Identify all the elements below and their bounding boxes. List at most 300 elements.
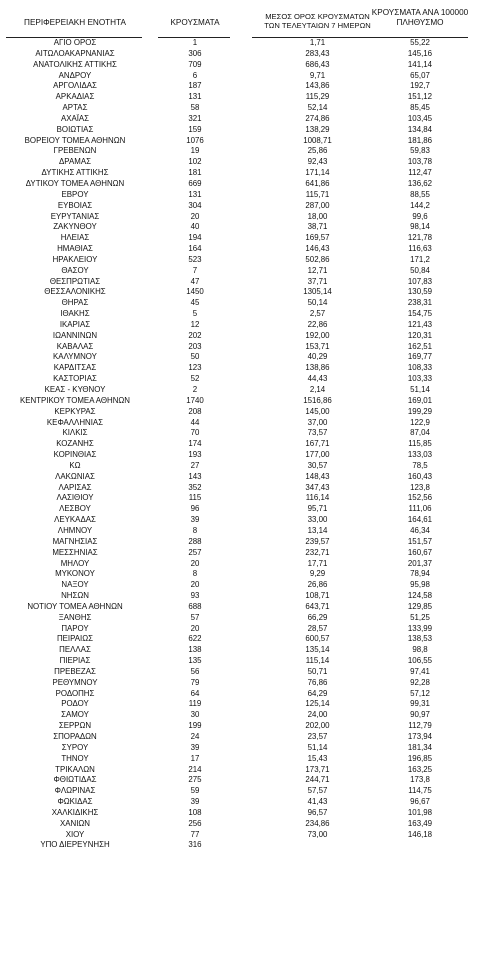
region-cell: ΕΥΒΟΙΑΣ: [57, 200, 93, 210]
cases-cell: 164: [188, 244, 202, 254]
table-row: [0, 49, 481, 60]
region-cell: ΠΡΕΒΕΖΑΣ: [54, 666, 96, 676]
seven-day-average-cell: 287,00: [305, 200, 330, 210]
cases-per-100000-cell: 133,99: [407, 623, 433, 633]
table-row: [0, 428, 481, 439]
region-cell: ΥΠΟ ΔΙΕΡΕΥΝΗΣΗ: [40, 840, 110, 850]
cases-cell: 288: [188, 536, 202, 546]
seven-day-average-cell: 232,71: [305, 547, 330, 557]
table-row: [0, 786, 481, 797]
cases-cell: 256: [188, 818, 202, 828]
region-cell: ΙΩΑΝΝΙΝΩΝ: [52, 330, 98, 340]
region-cell: ΖΑΚΥΝΘΟΥ: [53, 222, 97, 232]
cases-per-100000-cell: 114,75: [408, 786, 432, 796]
cases-cell: 57: [190, 612, 200, 622]
header-seven-day-average-line2: ΤΩΝ ΤΕΛΕΥΤΑΙΩΝ 7 ΗΜΕΡΩΝ: [264, 21, 371, 30]
cases-per-100000-cell: 173,94: [407, 732, 433, 741]
table-row: [0, 81, 481, 92]
cases-per-100000-cell: 151,57: [407, 536, 433, 546]
cases-cell: 115: [188, 493, 202, 503]
table-row: [0, 667, 481, 678]
table-row: [0, 450, 481, 461]
region-cell: ΦΛΩΡΙΝΑΣ: [54, 786, 96, 796]
cases-per-100000-cell: 101,98: [407, 807, 433, 817]
table-row: [0, 472, 481, 483]
region-cell: ΠΙΕΡΙΑΣ: [59, 656, 91, 666]
table-body: [0, 38, 481, 851]
seven-day-average-cell: 146,43: [305, 244, 330, 254]
cases-cell: 58: [190, 103, 200, 113]
table-row: [0, 125, 481, 136]
seven-day-average-cell: 30,57: [307, 460, 328, 470]
cases-per-100000-cell: 201,37: [407, 558, 433, 568]
cases-per-100000-cell: 144,2: [410, 200, 430, 210]
header-seven-day-average-line1: ΜΕΣΟΣ ΟΡΟΣ ΚΡΟΥΣΜΑΤΩΝ: [265, 12, 370, 21]
region-cell: ΑΝΔΡΟΥ: [58, 70, 92, 80]
region-cell: ΛΕΥΚΑΔΑΣ: [54, 515, 96, 525]
table-row: [0, 830, 481, 841]
cases-per-100000-cell: 122,9: [410, 417, 430, 427]
cases-cell: 7: [192, 265, 198, 275]
cases-cell: 5: [192, 309, 198, 319]
region-cell: ΤΡΙΚΑΛΩΝ: [55, 764, 95, 774]
cases-cell: 96: [190, 504, 200, 514]
seven-day-average-cell: 202,00: [305, 721, 330, 731]
cases-per-100000-cell: 238,31: [407, 298, 433, 308]
region-cell: ΜΥΚΟΝΟΥ: [55, 569, 95, 579]
cases-cell: 143: [188, 471, 202, 481]
cases-cell: 108: [188, 807, 202, 817]
region-cell: ΛΕΣΒΟΥ: [59, 504, 91, 514]
seven-day-average-cell: 23,57: [307, 732, 328, 741]
cases-per-100000-cell: 163,25: [407, 764, 433, 774]
region-cell: ΚΙΛΚΙΣ: [62, 428, 88, 438]
region-cell: ΛΗΜΝΟΥ: [57, 525, 93, 535]
seven-day-average-cell: 116,14: [305, 493, 330, 503]
cases-cell: 688: [188, 601, 202, 611]
table-row: [0, 591, 481, 602]
cases-per-100000-cell: 151,12: [407, 92, 433, 102]
seven-day-average-cell: 12,71: [307, 265, 328, 275]
cases-per-100000-cell: 95,98: [410, 580, 430, 590]
seven-day-average-cell: 76,86: [307, 677, 328, 687]
cases-cell: 257: [188, 547, 202, 557]
table-row: [0, 277, 481, 288]
table-row: [0, 580, 481, 591]
seven-day-average-cell: 73,00: [307, 829, 328, 839]
region-cell: ΦΩΚΙΔΑΣ: [57, 797, 93, 807]
seven-day-average-cell: 37,71: [307, 276, 328, 286]
seven-day-average-cell: 41,43: [307, 797, 328, 807]
table-row: [0, 656, 481, 667]
table-row: [0, 71, 481, 82]
table-row: [0, 320, 481, 331]
cases-cell: 20: [190, 558, 200, 568]
seven-day-average-cell: 169,57: [305, 233, 330, 243]
region-cell: ΝΗΣΩΝ: [61, 591, 89, 601]
table-row: [0, 765, 481, 776]
region-cell: ΘΕΣΠΡΩΤΙΑΣ: [49, 276, 101, 286]
cases-cell: 669: [188, 178, 202, 188]
table-row: [0, 624, 481, 635]
table-row: [0, 548, 481, 559]
cases-cell: 24: [190, 732, 200, 741]
table-row: [0, 515, 481, 526]
region-cell: ΑΡΓΟΛΙΔΑΣ: [53, 81, 97, 91]
header-cases: ΚΡΟΥΣΜΑΤΑ: [170, 18, 220, 27]
seven-day-average-cell: 167,71: [305, 439, 330, 449]
region-cell: ΠΕΙΡΑΙΩΣ: [56, 634, 94, 644]
table-row: [0, 342, 481, 353]
seven-day-average-cell: 244,71: [305, 775, 330, 785]
region-cell: ΙΘΑΚΗΣ: [60, 309, 90, 319]
cases-cell: 159: [188, 124, 202, 134]
cases-cell: 102: [188, 157, 202, 167]
header-cases-per-100000-line1: ΚΡΟΥΣΜΑΤΑ ΑΝΑ 100000: [371, 8, 469, 17]
cases-cell: 352: [188, 482, 202, 492]
seven-day-average-cell: 153,71: [305, 341, 330, 351]
cases-cell: 8: [192, 569, 198, 579]
table-row: [0, 103, 481, 114]
cases-cell: 119: [188, 699, 202, 709]
region-cell: ΗΡΑΚΛΕΙΟΥ: [52, 254, 98, 264]
seven-day-average-cell: 177,00: [305, 450, 330, 460]
cases-cell: 52: [190, 374, 200, 384]
region-cell: ΑΝΑΤΟΛΙΚΗΣ ΑΤΤΙΚΗΣ: [33, 59, 117, 69]
seven-day-average-cell: 22,86: [307, 319, 328, 329]
seven-day-average-cell: 600,57: [305, 634, 330, 644]
table-row: [0, 504, 481, 515]
table-row: [0, 613, 481, 624]
table-row: [0, 678, 481, 689]
cases-cell: 93: [190, 591, 200, 601]
table-row: [0, 569, 481, 580]
cases-per-100000-cell: 78,94: [410, 569, 430, 579]
region-cell: ΑΧΑΪΑΣ: [60, 113, 90, 123]
region-cell: ΜΗΛΟΥ: [60, 558, 90, 568]
cases-cell: 79: [190, 677, 200, 687]
table-row: [0, 136, 481, 147]
region-cell: ΗΜΑΘΙΑΣ: [57, 244, 93, 254]
cases-cell: 306: [188, 48, 202, 58]
region-cell: ΚΑΣΤΟΡΙΑΣ: [53, 374, 97, 384]
table-row: [0, 233, 481, 244]
seven-day-average-cell: 15,43: [307, 753, 328, 763]
seven-day-average-cell: 1,71: [309, 38, 326, 47]
cases-cell: 194: [188, 233, 202, 243]
cases-cell: 1: [192, 38, 198, 47]
table-row: [0, 179, 481, 190]
seven-day-average-cell: 26,86: [307, 580, 328, 590]
region-cell: ΚΑΒΑΛΑΣ: [56, 341, 94, 351]
table-row: [0, 407, 481, 418]
cases-cell: 56: [190, 666, 200, 676]
seven-day-average-cell: 25,86: [307, 146, 328, 156]
region-cell: ΓΡΕΒΕΝΩΝ: [53, 146, 97, 156]
table-row: [0, 699, 481, 710]
region-cell: ΑΡΤΑΣ: [62, 103, 88, 113]
cases-per-100000-cell: 121,78: [407, 233, 433, 243]
table-row: [0, 331, 481, 342]
region-cell: ΝΑΞΟΥ: [61, 580, 89, 590]
seven-day-average-cell: 50,14: [307, 298, 328, 308]
cases-cell: 20: [190, 211, 200, 221]
table-row: [0, 732, 481, 743]
seven-day-average-cell: 40,29: [307, 352, 328, 362]
seven-day-average-cell: 92,43: [307, 157, 328, 167]
cases-cell: 709: [188, 59, 202, 69]
region-cell: ΙΚΑΡΙΑΣ: [59, 319, 91, 329]
cases-per-100000-cell: 162,51: [407, 341, 433, 351]
cases-per-100000-cell: 115,85: [408, 439, 432, 449]
cases-cell: 44: [190, 417, 200, 427]
cases-per-100000-cell: 124,58: [407, 591, 433, 601]
cases-cell: 321: [188, 113, 202, 123]
cases-cell: 304: [188, 200, 202, 210]
table-row: [0, 645, 481, 656]
region-cell: ΝΟΤΙΟΥ ΤΟΜΕΑ ΑΘΗΝΩΝ: [27, 601, 123, 611]
region-cell: ΛΑΚΩΝΙΑΣ: [55, 471, 95, 481]
seven-day-average-cell: 73,57: [307, 428, 328, 438]
table-row: [0, 157, 481, 168]
seven-day-average-cell: 64,29: [307, 688, 328, 698]
cases-cell: 131: [188, 189, 202, 199]
region-cell: ΑΙΤΩΛΟΑΚΑΡΝΑΝΙΑΣ: [35, 48, 115, 58]
cases-per-100000-cell: 92,28: [410, 677, 430, 687]
cases-cell: 1076: [186, 135, 204, 145]
cases-cell: 187: [188, 81, 202, 91]
cases-per-100000-cell: 103,33: [407, 374, 433, 384]
table-row: [0, 439, 481, 450]
cases-per-100000-cell: 57,12: [410, 688, 430, 698]
cases-per-100000-cell: 134,84: [407, 124, 433, 134]
cases-per-100000-cell: 136,62: [407, 178, 433, 188]
table-row: [0, 190, 481, 201]
cases-per-100000-cell: 51,14: [410, 385, 430, 394]
seven-day-average-cell: 138,29: [305, 124, 330, 134]
seven-day-average-cell: 18,00: [307, 211, 328, 221]
cases-cell: 8: [192, 525, 198, 535]
seven-day-average-cell: 50,71: [307, 666, 328, 676]
cases-cell: 138: [188, 645, 202, 655]
region-cell: ΚΕΦΑΛΛΗΝΙΑΣ: [46, 417, 104, 427]
cases-per-100000-cell: 85,45: [410, 103, 430, 113]
region-cell: ΠΕΛΛΑΣ: [59, 645, 91, 655]
seven-day-average-cell: 643,71: [305, 601, 330, 611]
cases-per-100000-cell: 160,67: [407, 547, 433, 557]
cases-cell: 174: [188, 439, 202, 449]
cases-cell: 77: [190, 829, 200, 839]
seven-day-average-cell: 171,14: [305, 168, 330, 178]
table-row: [0, 797, 481, 808]
cases-cell: 20: [190, 623, 200, 633]
seven-day-average-cell: 2,57: [309, 309, 326, 319]
cases-per-100000-cell: 50,84: [410, 265, 430, 275]
region-cell: ΚΕΡΚΥΡΑΣ: [54, 406, 96, 416]
seven-day-average-cell: 239,57: [305, 536, 330, 546]
table-row: [0, 710, 481, 721]
seven-day-average-cell: 115,14: [305, 656, 330, 666]
table-row: [0, 298, 481, 309]
table-row: [0, 363, 481, 374]
cases-per-100000-cell: 196,85: [407, 753, 433, 763]
cases-per-100000-cell: 96,67: [410, 797, 430, 807]
cases-per-100000-cell: 103,78: [407, 157, 433, 167]
region-cell: ΧΑΛΚΙΔΙΚΗΣ: [51, 807, 99, 817]
seven-day-average-cell: 145,00: [305, 406, 330, 416]
table-row: [0, 266, 481, 277]
cases-cell: 622: [188, 634, 202, 644]
seven-day-average-cell: 135,14: [305, 645, 330, 655]
cases-per-100000-cell: 106,55: [407, 656, 433, 666]
cases-per-100000-cell: 146,18: [407, 829, 433, 839]
cases-per-100000-cell: 98,8: [412, 645, 428, 655]
cases-per-100000-cell: 199,29: [407, 406, 433, 416]
seven-day-average-cell: 95,71: [307, 504, 328, 514]
table-row: [0, 255, 481, 266]
cases-cell: 70: [190, 428, 200, 438]
seven-day-average-cell: 192,00: [305, 330, 330, 340]
seven-day-average-cell: 283,43: [305, 48, 330, 58]
cases-cell: 123: [188, 363, 202, 373]
region-cell: ΡΟΔΟΥ: [61, 699, 89, 709]
cases-per-100000-cell: 130,59: [407, 287, 433, 297]
header-region: ΠΕΡΙΦΕΡΕΙΑΚΗ ΕΝΟΤΗΤΑ: [24, 18, 126, 27]
region-cell: ΣΠΟΡΑΔΩΝ: [53, 732, 97, 741]
table-row: [0, 634, 481, 645]
region-cell: ΧΙΟΥ: [65, 829, 85, 839]
seven-day-average-cell: 37,00: [307, 417, 328, 427]
region-cell: ΚΩ: [69, 460, 81, 470]
cases-per-100000-cell: 112,47: [408, 168, 432, 178]
cases-cell: 275: [188, 775, 202, 785]
table-row: [0, 819, 481, 830]
cases-per-100000-cell: 103,45: [407, 113, 433, 123]
seven-day-average-cell: 44,43: [307, 374, 328, 384]
seven-day-average-cell: 2,14: [309, 385, 326, 394]
cases-per-100000-cell: 55,22: [410, 38, 430, 47]
cases-cell: 50: [190, 352, 200, 362]
cases-cell: 45: [190, 298, 200, 308]
region-cell: ΘΕΣΣΑΛΟΝΙΚΗΣ: [44, 287, 106, 297]
cases-per-100000-cell: 163,49: [407, 818, 433, 828]
cases-cell: 27: [190, 460, 200, 470]
region-cell: ΤΗΝΟΥ: [61, 753, 89, 763]
region-cell: ΣΑΜΟΥ: [61, 710, 89, 720]
seven-day-average-cell: 38,71: [307, 222, 328, 232]
table-row: [0, 689, 481, 700]
cases-cell: 6: [192, 70, 198, 80]
table-row: [0, 396, 481, 407]
table-row: [0, 60, 481, 71]
cases-cell: 47: [190, 276, 200, 286]
cases-per-100000-cell: 98,14: [410, 222, 430, 232]
seven-day-average-cell: 347,43: [305, 482, 330, 492]
cases-per-100000-cell: 154,75: [407, 309, 433, 319]
seven-day-average-cell: 1008,71: [303, 135, 332, 145]
cases-per-100000-cell: 171,2: [410, 254, 430, 264]
region-cell: ΜΑΓΝΗΣΙΑΣ: [52, 536, 98, 546]
cases-cell: 208: [188, 406, 202, 416]
cases-cell: 181: [188, 168, 202, 178]
table-row: [0, 287, 481, 298]
cases-per-100000-cell: 99,6: [412, 211, 428, 221]
header-cases-per-100000-line2: ΠΛΗΘΥΣΜΟ: [396, 18, 444, 27]
region-cell: ΡΕΘΥΜΝΟΥ: [52, 677, 98, 687]
table-row: [0, 146, 481, 157]
region-cell: ΚΕΝΤΡΙΚΟΥ ΤΟΜΕΑ ΑΘΗΝΩΝ: [19, 395, 131, 405]
cases-cell: 199: [188, 721, 202, 731]
seven-day-average-cell: 173,71: [305, 764, 330, 774]
cases-cell: 193: [188, 450, 202, 460]
table-row: [0, 38, 481, 49]
region-cell: ΗΛΕΙΑΣ: [60, 233, 90, 243]
region-cell: ΦΘΙΩΤΙΔΑΣ: [53, 775, 97, 785]
seven-day-average-cell: 108,71: [305, 591, 330, 601]
table-row: [0, 537, 481, 548]
cases-cell: 19: [190, 146, 200, 156]
header-cases-per-100000: [365, 8, 475, 28]
table-row: [0, 754, 481, 765]
region-cell: ΞΑΝΘΗΣ: [58, 612, 92, 622]
table-row: [0, 374, 481, 385]
cases-cell: 59: [190, 786, 200, 796]
region-cell: ΚΟΖΑΝΗΣ: [56, 439, 94, 449]
seven-day-average-cell: 13,14: [307, 525, 328, 535]
cases-cell: 1740: [186, 395, 204, 405]
table-row: [0, 222, 481, 233]
cases-cell: 2: [192, 385, 198, 394]
table-row: [0, 483, 481, 494]
cases-cell: 64: [190, 688, 200, 698]
table-row: [0, 526, 481, 537]
cases-cell: 135: [188, 656, 202, 666]
cases-per-100000-cell: 78,5: [412, 460, 428, 470]
cases-per-100000-cell: 121,43: [407, 319, 433, 329]
cases-per-100000-cell: 99,31: [410, 699, 430, 709]
cases-per-100000-cell: 164,61: [407, 515, 433, 525]
cases-per-100000-cell: 169,01: [407, 395, 433, 405]
table-row: [0, 309, 481, 320]
table-row: [0, 461, 481, 472]
cases-per-100000-cell: 112,79: [408, 721, 432, 731]
region-cell: ΛΑΡΙΣΑΣ: [58, 482, 92, 492]
cases-per-100000-cell: 141,14: [407, 59, 433, 69]
seven-day-average-cell: 502,86: [305, 254, 330, 264]
cases-per-100000-cell: 169,77: [407, 352, 433, 362]
region-cell: ΧΑΝΙΩΝ: [59, 818, 90, 828]
cases-per-100000-cell: 111,06: [408, 504, 432, 514]
region-cell: ΔΥΤΙΚΟΥ ΤΟΜΕΑ ΑΘΗΝΩΝ: [25, 178, 125, 188]
cases-per-100000-cell: 138,53: [407, 634, 433, 644]
seven-day-average-cell: 24,00: [307, 710, 328, 720]
cases-cell: 39: [190, 515, 200, 525]
seven-day-average-cell: 125,14: [305, 699, 330, 709]
cases-per-100000-cell: 65,07: [410, 70, 430, 80]
cases-cell: 316: [188, 840, 202, 850]
cases-per-100000-cell: 173,8: [410, 775, 430, 785]
seven-day-average-cell: 234,86: [305, 818, 330, 828]
region-cell: ΔΡΑΜΑΣ: [59, 157, 91, 167]
region-cell: ΠΑΡΟΥ: [61, 623, 89, 633]
cases-per-100000-cell: 181,86: [407, 135, 433, 145]
table-row: [0, 721, 481, 732]
cases-per-100000-cell: 192,7: [410, 81, 430, 91]
cases-cell: 131: [188, 92, 202, 102]
table-row: [0, 559, 481, 570]
region-cell: ΕΒΡΟΥ: [61, 189, 89, 199]
region-cell: ΚΑΡΔΙΤΣΑΣ: [53, 363, 97, 373]
